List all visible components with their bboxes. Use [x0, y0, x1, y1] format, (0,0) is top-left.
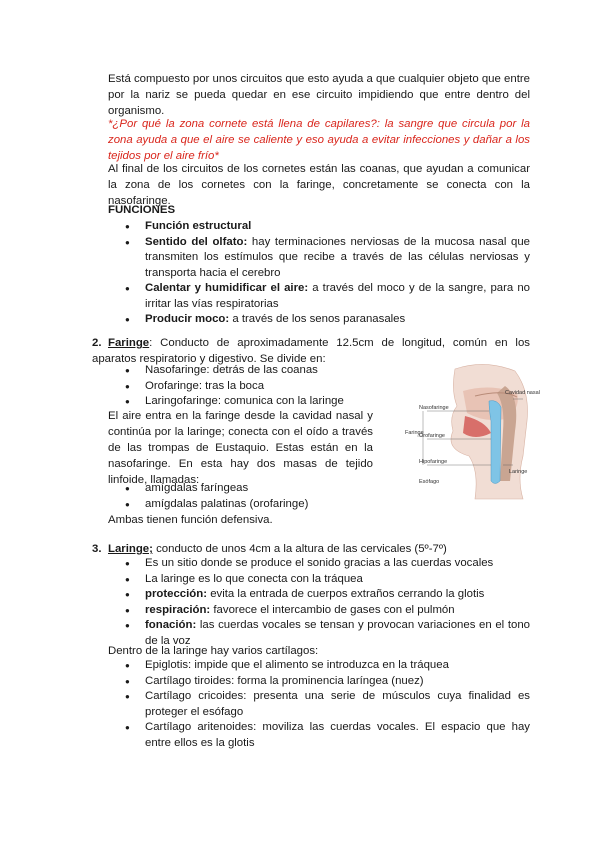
list-item: ● amígdalas palatinas (orofaringe): [145, 497, 385, 513]
section-number: 3.: [92, 543, 102, 555]
list-item: [145, 235, 530, 282]
item-text: las cuerdas vocales se tensan y provocan variaciones en el tono de la voz: [145, 619, 530, 647]
faringe-intro: : Conducto de aproximadamente 12.5cm de longitud, común en los aparatos respiratorio y digestivo. Se divide en:: [92, 337, 530, 365]
pharynx-anatomy-illustration: [405, 361, 540, 499]
list-item: ● Cartílago aritenoides: moviliza las cuerdas vocales. El espacio que hay entre ellos es la glotis: [145, 720, 530, 751]
list-item: ● Cartílago cricoides: presenta una serie de músculos cuya finalidad es proteger el esófago: [145, 689, 530, 720]
list-item: ● Epiglotis: impide que el alimento se introduzca en la tráquea: [145, 658, 530, 674]
intro-paragraph: Está compuesto por unos circuitos que esto ayuda a que cualquier objeto que entre por la nariz se pueda quedar en ese circuito impidiendo que entre dentro del organismo.: [108, 73, 530, 117]
cartilagos-list: [145, 658, 530, 751]
faringe-title: Faringe: [108, 337, 150, 349]
item-text: La laringe es lo que conecta con la tráquea: [145, 572, 363, 585]
list-item: [145, 556, 530, 572]
label-esofago: Esófago: [419, 479, 440, 485]
item-text: a través de los senos paranasales: [229, 313, 406, 325]
section-number: 2.: [92, 337, 102, 349]
intro-paragraph-2: Al final de los circuitos de los cornetes están las coanas, que ayudan a comunicar la zona de los cornetes con la faringe, concretamente se conecta con la nasofaringe.: [108, 163, 530, 207]
list-item: [145, 587, 530, 603]
item-bold: Función estructural: [145, 220, 252, 232]
label-cavidad-nasal: Cavidad nasal: [505, 390, 540, 396]
label-laringe: Laringe: [509, 469, 528, 475]
list-item: ● amígdalas faríngeas: [145, 481, 385, 497]
list-item: [145, 603, 530, 619]
laringe-list: [145, 556, 530, 649]
red-note: *¿Por qué la zona cornete está llena de capilares?: la sangre que circula por la zona ayuda a que el aire se caliente y eso ayuda a evitar infecciones y dañar a los tejidos por el aire frío*: [108, 118, 530, 162]
list-item: ● Nasofaringe: detrás de las coanas: [145, 363, 395, 379]
label-faringe: Faringe: [405, 430, 424, 436]
faringe-closing: Ambas tienen función defensiva.: [108, 514, 273, 526]
item-text: a través del moco y de la sangre, para no irritar las vías respiratorias: [145, 282, 531, 310]
item-bold: Producir moco:: [145, 313, 230, 325]
laringe-title: Laringe;: [108, 543, 153, 555]
cartilagos-intro: Dentro de la laringe hay varios cartílagos:: [108, 645, 319, 657]
funciones-heading: FUNCIONES: [108, 204, 176, 216]
list-item: ● Orofaringe: tras la boca: [145, 379, 395, 395]
item-bold: Calentar y humidificar el aire:: [145, 282, 309, 294]
item-text: evita la entrada de cuerpos extraños cerrando la glotis: [207, 588, 485, 600]
faringe-parts-list: [145, 363, 395, 410]
tonsils-list: [145, 481, 385, 512]
list-item: [145, 572, 530, 588]
label-nasofaringe: Nasofaringe: [419, 405, 449, 411]
faringe-paragraph: El aire entra en la faringe desde la cavidad nasal y continúa por la laringe; conecta con el oído a través de las trompas de Eustaquio. Estas están en la nasofaringe. En esta hay dos masas de tejido linfoide, llamadas:: [108, 410, 373, 486]
item-text: hay terminaciones nerviosas de la mucosa nasal que transmiten los estímulos que recibe a través de las células nerviosas y transporta hacia el cerebro: [145, 235, 530, 279]
list-item: ● Cartílago tiroides: forma la prominencia laríngea (nuez): [145, 674, 530, 690]
list-item: [145, 312, 530, 328]
item-bold: protección:: [145, 588, 208, 600]
item-bold: Sentido del olfato:: [145, 235, 248, 248]
list-item: ● Laringofaringe: comunica con la laringe: [145, 394, 395, 410]
item-text: Es un sitio donde se produce el sonido gracias a las cuerdas vocales: [145, 557, 494, 569]
list-item: [145, 281, 530, 312]
label-orofaringe: Orofaringe: [419, 433, 445, 439]
label-hipofaringe: Hipofaringe: [419, 459, 448, 465]
item-text: favorece el intercambio de gases con el pulmón: [210, 603, 455, 616]
item-bold: fonación:: [145, 619, 197, 631]
laringe-intro: conducto de unos 4cm a la altura de las cervicales (5º-7º): [152, 543, 447, 555]
list-item: [145, 219, 530, 235]
laringe-section-title: [92, 541, 530, 557]
item-bold: respiración:: [145, 603, 211, 616]
funciones-list: [145, 219, 530, 328]
